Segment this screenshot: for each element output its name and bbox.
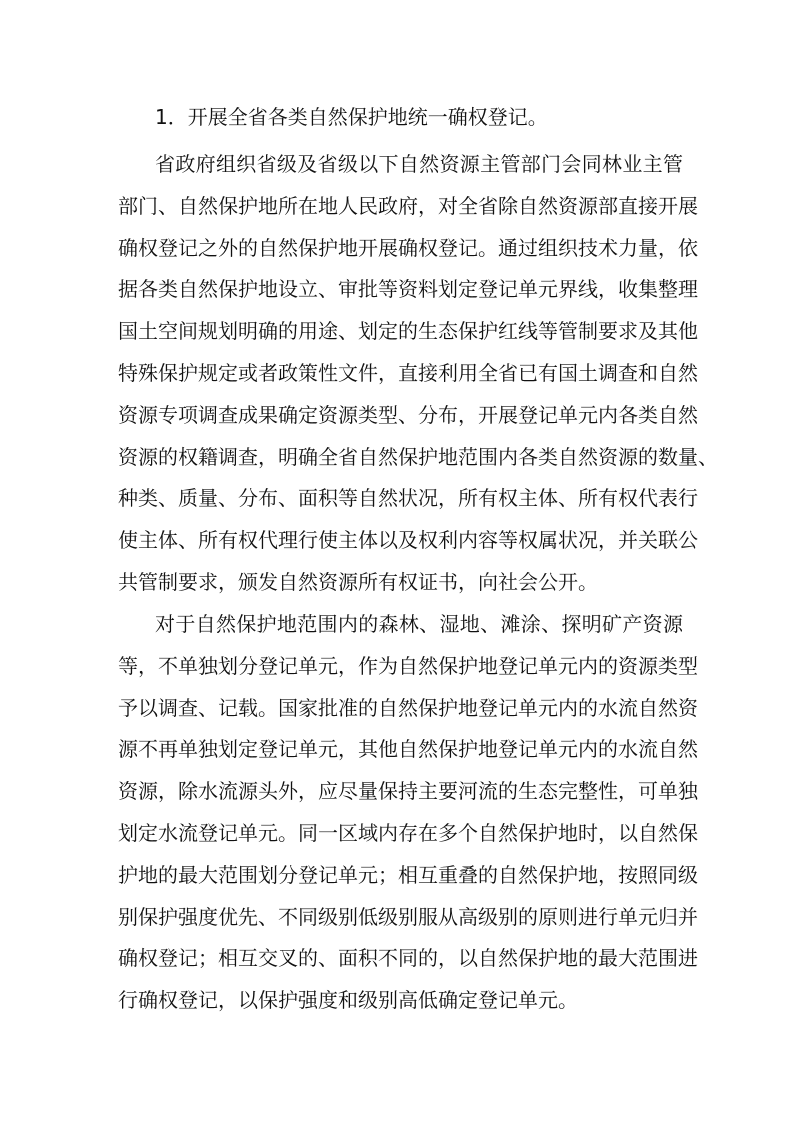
paragraph-1 bbox=[118, 144, 718, 604]
section-heading: 1．开展全省各类自然保护地统一确权登记。 bbox=[155, 105, 548, 129]
text-line: 资源专项调查成果确定资源类型、分布，开展登记单元内各类自然 bbox=[118, 402, 698, 427]
text-line: 据各类自然保护地设立、审批等资料划定登记单元界线，收集整理 bbox=[118, 277, 698, 302]
text-line: 共管制要求，颁发自然资源所有权证书，向社会公开。 bbox=[118, 569, 598, 594]
text-line: 资源，除水流源头外，应尽量保持主要河流的生态完整性，可单独 bbox=[118, 779, 698, 804]
text-line: 国土空间规划明确的用途、划定的生态保护红线等管制要求及其他 bbox=[118, 319, 698, 344]
text-line: 护地的最大范围划分登记单元；相互重叠的自然保护地，按照同级 bbox=[118, 862, 698, 887]
text-line: 源不再单独划定登记单元，其他自然保护地登记单元内的水流自然 bbox=[118, 737, 698, 762]
paragraph-2 bbox=[118, 604, 698, 1022]
text-line: 特殊保护规定或者政策性文件，直接利用全省已有国土调查和自然 bbox=[118, 360, 698, 385]
text-line: 种类、质量、分布、面积等自然状况，所有权主体、所有权代表行 bbox=[118, 486, 698, 511]
text-line: 予以调查、记载。国家批准的自然保护地登记单元内的水流自然资 bbox=[118, 695, 698, 720]
text-line: 使主体、所有权代理行使主体以及权利内容等权属状况，并关联公 bbox=[118, 528, 698, 553]
text-line: 等，不单独划分登记单元，作为自然保护地登记单元内的资源类型 bbox=[118, 653, 698, 678]
text-line: 对于自然保护地范围内的森林、湿地、滩涂、探明矿产资源 bbox=[155, 612, 683, 636]
text-line: 别保护强度优先、不同级别低级别服从高级别的原则进行单元归并 bbox=[118, 904, 698, 929]
text-line: 省政府组织省级及省级以下自然资源主管部门会同林业主管 bbox=[155, 152, 683, 176]
text-line: 确权登记；相互交叉的、面积不同的，以自然保护地的最大范围进 bbox=[118, 946, 698, 971]
text-line: 部门、自然保护地所在地人民政府，对全省除自然资源部直接开展 bbox=[118, 193, 698, 218]
text-line: 行确权登记，以保护强度和级别高低确定登记单元。 bbox=[118, 988, 578, 1013]
text-line: 资源的权籍调查，明确全省自然保护地范围内各类自然资源的数量、 bbox=[118, 444, 718, 469]
text-line: 划定水流登记单元。同一区域内存在多个自然保护地时，以自然保 bbox=[118, 820, 698, 845]
text-line: 确权登记之外的自然保护地开展确权登记。通过组织技术力量，依 bbox=[118, 235, 698, 260]
